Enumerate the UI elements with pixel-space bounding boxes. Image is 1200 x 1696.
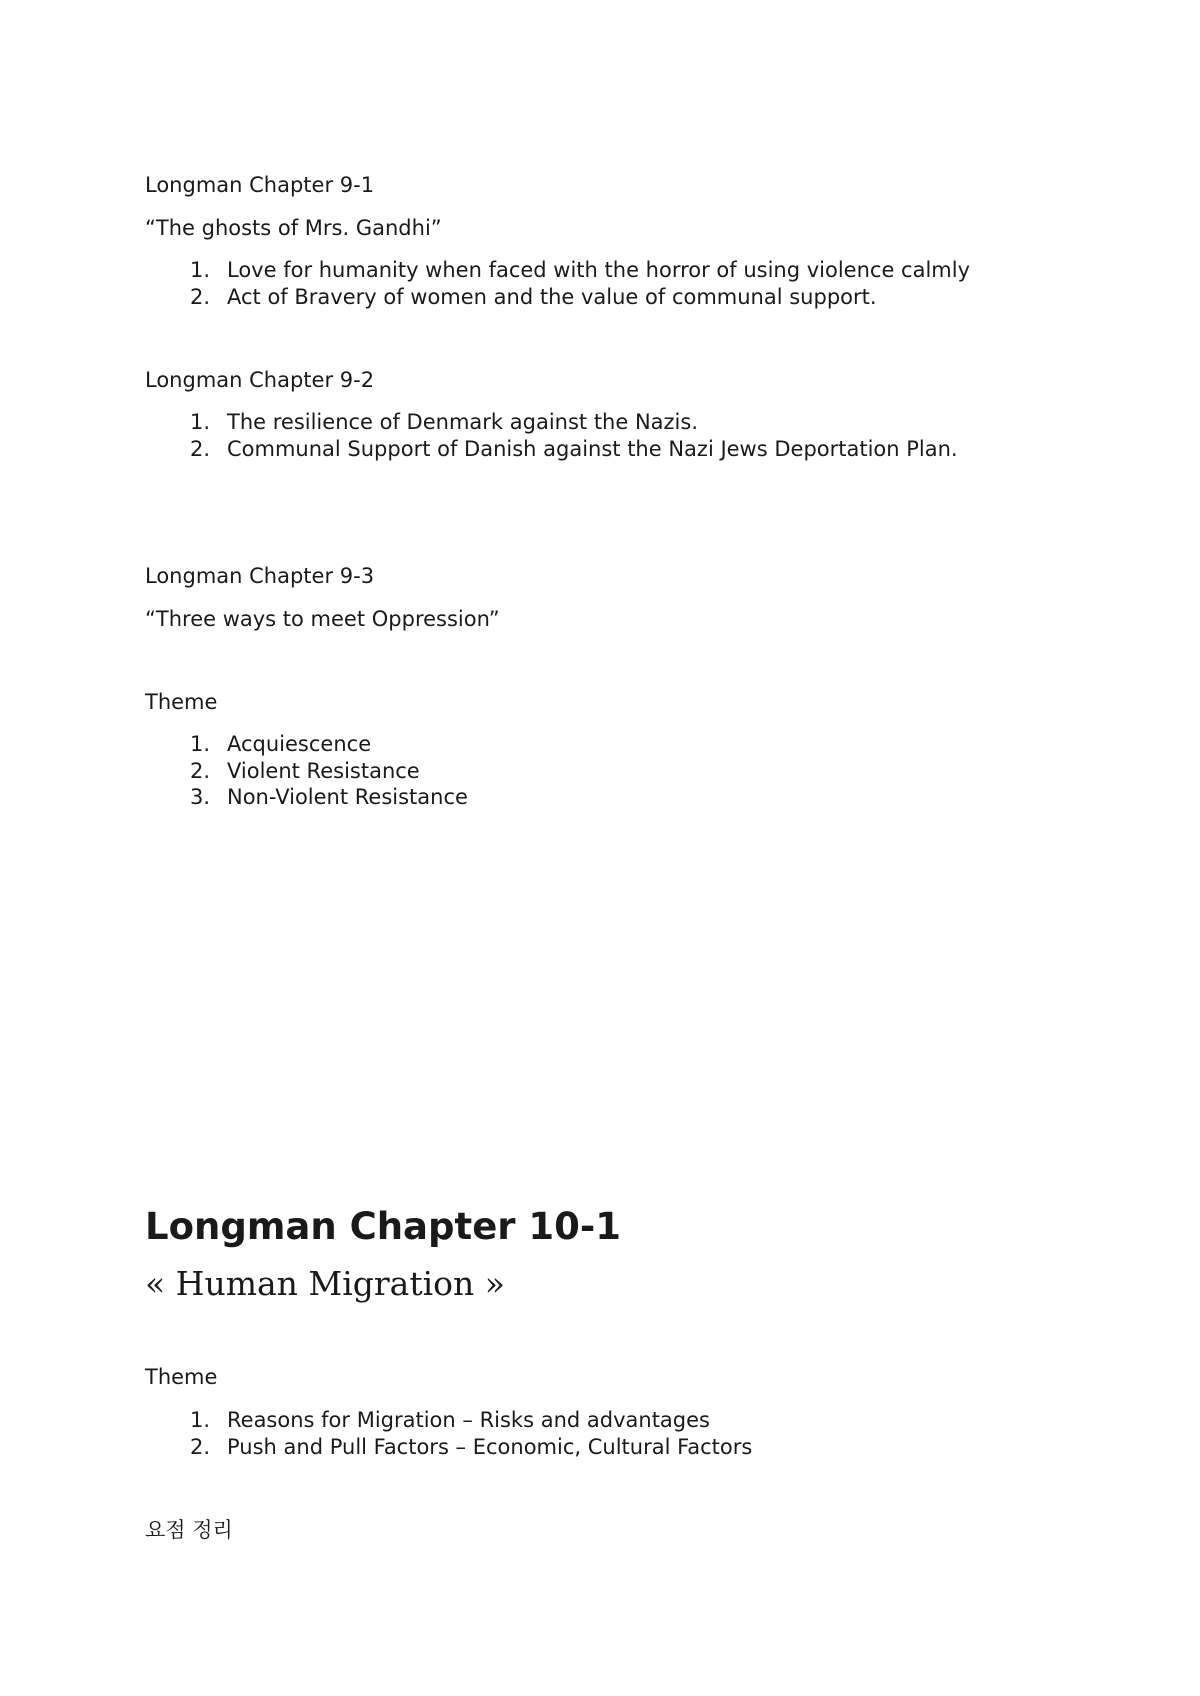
chapter-9-1-list	[145, 257, 970, 310]
list-item: 2. Act of Bravery of women and the value of communal support.	[190, 284, 877, 309]
list-item: 2. Push and Pull Factors – Economic, Cultural Factors	[190, 1434, 753, 1459]
list-item: 3. Non-Violent Resistance	[190, 785, 468, 809]
chapter-9-2-list	[145, 409, 958, 462]
chapter-10-1-list	[145, 1407, 752, 1460]
chapter-9-1-title: Longman Chapter 9-1	[145, 173, 375, 197]
chapter-9-3-list	[145, 731, 468, 811]
chapter-9-3-theme-label: Theme	[145, 690, 218, 714]
chapter-9-3-title: Longman Chapter 9-3	[145, 564, 375, 588]
list-item: 1. Reasons for Migration – Risks and advantages	[190, 1408, 710, 1432]
list-item: 1. Acquiescence	[190, 732, 372, 756]
chapter-9-2-title: Longman Chapter 9-2	[145, 368, 375, 392]
summary-label: 요점 정리	[145, 1518, 233, 1542]
chapter-10-1-theme-label: Theme	[145, 1365, 218, 1389]
list-item: 2. Violent Resistance	[190, 758, 420, 783]
chapter-9-3-subtitle: “Three ways to meet Oppression”	[145, 607, 500, 631]
chapter-10-1-subtitle: « Human Migration »	[145, 1264, 505, 1303]
list-item: 1. The resilience of Denmark against the Nazis.	[190, 410, 699, 434]
chapter-10-1-heading: Longman Chapter 10-1	[145, 1205, 622, 1248]
chapter-9-1-subtitle: “The ghosts of Mrs. Gandhi”	[145, 216, 442, 240]
list-item: 2. Communal Support of Danish against the Nazi Jews Deportation Plan.	[190, 436, 958, 461]
list-item: 1. Love for humanity when faced with the horror of using violence calmly	[190, 258, 971, 282]
